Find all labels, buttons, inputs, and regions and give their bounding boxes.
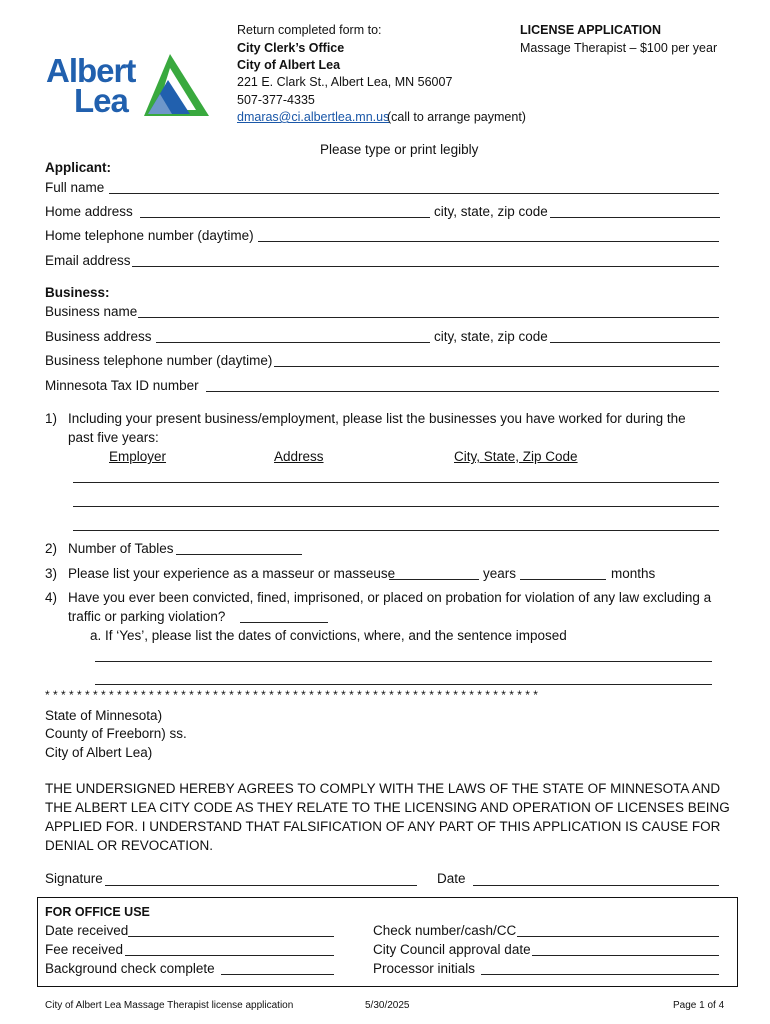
venue-county: County of Freeborn) ss.: [45, 726, 187, 741]
full-name-label: Full name: [45, 180, 105, 195]
check-number-label: Check number/cash/CC: [373, 923, 517, 938]
street-address: 221 E. Clark St., Albert Lea, MN 56007: [237, 75, 453, 89]
home-address-label: Home address: [45, 204, 133, 219]
business-csz-label: city, state, zip code: [434, 329, 548, 344]
q4-number: 4): [45, 590, 58, 605]
council-approval-field[interactable]: [532, 955, 719, 956]
form-title: LICENSE APPLICATION: [520, 23, 661, 37]
q4a-text: a. If ‘Yes’, please list the dates of convictions, where, and the sentence imposed: [90, 628, 567, 643]
experience-months-field[interactable]: [520, 579, 606, 580]
date-received-field[interactable]: [128, 936, 334, 937]
venue-city: City of Albert Lea): [45, 745, 153, 760]
email-field[interactable]: [132, 266, 719, 267]
check-number-field[interactable]: [517, 936, 719, 937]
q4-text-line2: traffic or parking violation?: [68, 609, 226, 624]
q1-text-line2: past five years:: [68, 430, 159, 445]
q3-text: Please list your experience as a masseur or masseuse: [68, 566, 396, 581]
q4-text-line1: Have you ever been convicted, fined, imprisoned, or placed on probation for violation of any law excluding a: [68, 590, 712, 605]
years-label: years: [483, 566, 517, 581]
separator-stars: * * * * * * * * * * * * * * * * * * * * * * * * * * * * * * * * * * * * * * * * * * * * * * * * * * * * * * * * * * * * * *: [45, 688, 538, 702]
footer-title: City of Albert Lea Massage Therapist license application: [45, 1000, 294, 1011]
signature-date-label: Date: [437, 871, 466, 886]
months-label: months: [611, 566, 656, 581]
q2-number: 2): [45, 541, 58, 556]
q2-text: Number of Tables: [68, 541, 174, 556]
signature-date-field[interactable]: [473, 885, 719, 886]
email-note: (call to arrange payment): [387, 110, 526, 124]
council-approval-label: City Council approval date: [373, 942, 531, 957]
return-label: Return completed form to:: [237, 23, 382, 37]
business-address-label: Business address: [45, 329, 152, 344]
city-name: City of Albert Lea: [237, 58, 341, 72]
col-employer: Employer: [109, 449, 167, 464]
tables-field[interactable]: [176, 554, 302, 555]
instructions: Please type or print legibly: [320, 142, 479, 157]
col-city-state-zip: City, State, Zip Code: [454, 449, 578, 464]
employer-line-3[interactable]: [73, 530, 719, 531]
conviction-answer-field[interactable]: [240, 622, 328, 623]
background-check-label: Background check complete: [45, 961, 215, 976]
venue-state: State of Minnesota): [45, 708, 163, 723]
business-heading: Business:: [45, 285, 110, 300]
tax-id-field[interactable]: [206, 391, 719, 392]
office-use-heading: FOR OFFICE USE: [45, 905, 150, 919]
home-address-field[interactable]: [140, 217, 430, 218]
background-check-field[interactable]: [221, 974, 334, 975]
q3-number: 3): [45, 566, 58, 581]
applicant-heading: Applicant:: [45, 160, 111, 175]
footer-page: Page 1 of 4: [673, 1000, 725, 1011]
full-name-field[interactable]: [109, 193, 719, 194]
home-csz-field[interactable]: [550, 217, 720, 218]
tax-id-label: Minnesota Tax ID number: [45, 378, 199, 393]
home-phone-label: Home telephone number (daytime): [45, 228, 254, 243]
experience-years-field[interactable]: [389, 579, 479, 580]
processor-initials-label: Processor initials: [373, 961, 476, 976]
business-name-field[interactable]: [138, 317, 719, 318]
office-name: City Clerk’s Office: [237, 41, 345, 55]
albert-lea-logo: [44, 50, 214, 122]
col-address: Address: [274, 449, 324, 464]
affirmation-text: THE UNDERSIGNED HEREBY AGREES TO COMPLY WITH THE LAWS OF THE STATE OF MINNESOTA AND THE ALBERT LEA CITY CODE AS THEY RELATE TO THE LICENSING AND OPERATION OF LICENSES BEING APPLIED FOR. I UNDERSTAND THAT FALSIFICATION OF ANY PART OF THIS APPLICATION IS CAUSE FOR DENIAL OR REVOCATION.: [45, 781, 730, 853]
signature-field[interactable]: [105, 885, 417, 886]
business-csz-field[interactable]: [550, 342, 720, 343]
conviction-details-line-1[interactable]: [95, 661, 712, 662]
phone-number: 507-377-4335: [237, 93, 315, 107]
logo-text-lea: Lea: [74, 82, 128, 119]
form-subtitle: Massage Therapist – $100 per year: [520, 41, 718, 55]
business-name-label: Business name: [45, 304, 138, 319]
email-link[interactable]: dmaras@ci.albertlea.mn.us: [237, 110, 390, 124]
footer-date: 5/30/2025: [365, 1000, 410, 1011]
home-csz-label: city, state, zip code: [434, 204, 548, 219]
employer-line-1[interactable]: [73, 482, 719, 483]
date-received-label: Date received: [45, 923, 129, 938]
q1-number: 1): [45, 411, 58, 426]
conviction-details-line-2[interactable]: [95, 684, 712, 685]
business-phone-field[interactable]: [274, 366, 719, 367]
email-label: Email address: [45, 253, 131, 268]
business-address-field[interactable]: [156, 342, 430, 343]
q1-text-line1: Including your present business/employment, please list the businesses you have worked for during the: [68, 411, 686, 426]
fee-received-label: Fee received: [45, 942, 124, 957]
signature-label: Signature: [45, 871, 103, 886]
fee-received-field[interactable]: [125, 955, 334, 956]
business-phone-label: Business telephone number (daytime): [45, 353, 273, 368]
logo-text-albert: Albert: [46, 52, 136, 89]
employer-line-2[interactable]: [73, 506, 719, 507]
processor-initials-field[interactable]: [481, 974, 719, 975]
home-phone-field[interactable]: [258, 241, 719, 242]
